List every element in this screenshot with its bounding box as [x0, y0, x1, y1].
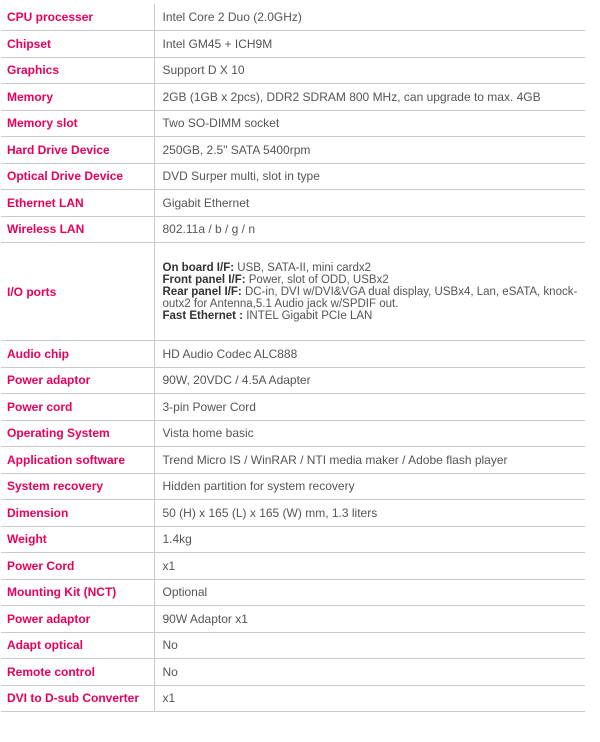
spec-table — [1, 4, 585, 712]
spec-label: Audio chip — [1, 341, 154, 368]
spec-row — [1, 163, 585, 190]
spec-value: 90W, 20VDC / 4.5A Adapter — [154, 367, 585, 394]
spec-row — [1, 341, 585, 368]
spec-label: Power cord — [1, 394, 154, 421]
spec-row — [1, 394, 585, 421]
spec-row — [1, 367, 585, 394]
spec-value: 1.4kg — [154, 526, 585, 553]
spec-row — [1, 420, 585, 447]
spec-value: DVD Surper multi, slot in type — [154, 163, 585, 190]
spec-row — [1, 31, 585, 58]
io-text: USB, SATA-II, mini cardx2 — [234, 261, 372, 274]
spec-value: No — [154, 632, 585, 659]
spec-row — [1, 579, 585, 606]
spec-label: Dimension — [1, 500, 154, 527]
spec-value: Support D X 10 — [154, 57, 585, 84]
io-text: DC-in, DVI w/DVI&VGA dual display, USBx4, Lan, eSATA, knock-outx2 for Antenna,5.1 Audio jack w/SPDIF out. — [162, 285, 578, 310]
spec-value: Two SO-DIMM socket — [154, 110, 585, 137]
spec-row — [1, 632, 585, 659]
spec-label: Memory slot — [1, 110, 154, 137]
spec-row — [1, 4, 585, 31]
spec-label: Weight — [1, 526, 154, 553]
spec-value: Trend Micro IS / WinRAR / NTI media maker / Adobe flash player — [154, 447, 585, 474]
io-key: Fast Ethernet : — [162, 309, 244, 322]
spec-row — [1, 553, 585, 580]
spec-value: 802.11a / b / g / n — [154, 216, 585, 243]
spec-value: Hidden partition for system recovery — [154, 473, 585, 500]
spec-value: 3-pin Power Cord — [154, 394, 585, 421]
io-ports-value — [154, 243, 585, 341]
io-key: On board I/F: — [162, 261, 235, 274]
spec-row — [1, 685, 585, 712]
spec-label: Operating System — [1, 420, 154, 447]
spec-label: DVI to D-sub Converter — [1, 685, 154, 712]
io-ports-row — [1, 243, 585, 341]
spec-value: Vista home basic — [154, 420, 585, 447]
spec-value: x1 — [154, 553, 585, 580]
spec-row — [1, 216, 585, 243]
spec-label: Ethernet LAN — [1, 190, 154, 217]
spec-value: 50 (H) x 165 (L) x 165 (W) mm, 1.3 liters — [154, 500, 585, 527]
spec-label: Power Cord — [1, 553, 154, 580]
spec-label: Application software — [1, 447, 154, 474]
io-line-rear — [163, 286, 580, 310]
spec-row — [1, 659, 585, 686]
spec-value: Gigabit Ethernet — [154, 190, 585, 217]
spec-value: No — [154, 659, 585, 686]
spec-value: Intel Core 2 Duo (2.0GHz) — [154, 4, 585, 31]
spec-label: Chipset — [1, 31, 154, 58]
spec-label: Power adaptor — [1, 606, 154, 633]
spec-value: Optional — [154, 579, 585, 606]
spec-row — [1, 606, 585, 633]
spec-value: 2GB (1GB x 2pcs), DDR2 SDRAM 800 MHz, can upgrade to max. 4GB — [154, 84, 585, 111]
spec-label: CPU processer — [1, 4, 154, 31]
spec-label: Hard Drive Device — [1, 137, 154, 164]
spec-row — [1, 500, 585, 527]
spec-row — [1, 137, 585, 164]
io-line-fast-ethernet — [163, 310, 580, 322]
spec-row — [1, 526, 585, 553]
spec-row — [1, 110, 585, 137]
spec-label: System recovery — [1, 473, 154, 500]
spec-row — [1, 473, 585, 500]
spec-value: x1 — [154, 685, 585, 712]
spec-value: HD Audio Codec ALC888 — [154, 341, 585, 368]
spec-label: Adapt optical — [1, 632, 154, 659]
spec-label: Wireless LAN — [1, 216, 154, 243]
io-text: INTEL Gigabit PCIe LAN — [243, 309, 373, 322]
spec-label: Memory — [1, 84, 154, 111]
spec-row — [1, 190, 585, 217]
spec-label: Power adaptor — [1, 367, 154, 394]
spec-label: Mounting Kit (NCT) — [1, 579, 154, 606]
spec-label: Remote control — [1, 659, 154, 686]
spec-value: 250GB, 2.5" SATA 5400rpm — [154, 137, 585, 164]
spec-row — [1, 447, 585, 474]
io-line-onboard — [163, 262, 580, 274]
spec-row — [1, 84, 585, 111]
spec-label: I/O ports — [1, 243, 154, 341]
io-key: Rear panel I/F: — [162, 285, 242, 298]
spec-label: Graphics — [1, 57, 154, 84]
io-text: Power, slot of ODD, USBx2 — [245, 273, 389, 286]
spec-value: Intel GM45 + ICH9M — [154, 31, 585, 58]
spec-label: Optical Drive Device — [1, 163, 154, 190]
io-line-front — [163, 274, 580, 286]
spec-row — [1, 57, 585, 84]
io-key: Front panel I/F: — [162, 273, 246, 286]
spec-value: 90W Adaptor x1 — [154, 606, 585, 633]
